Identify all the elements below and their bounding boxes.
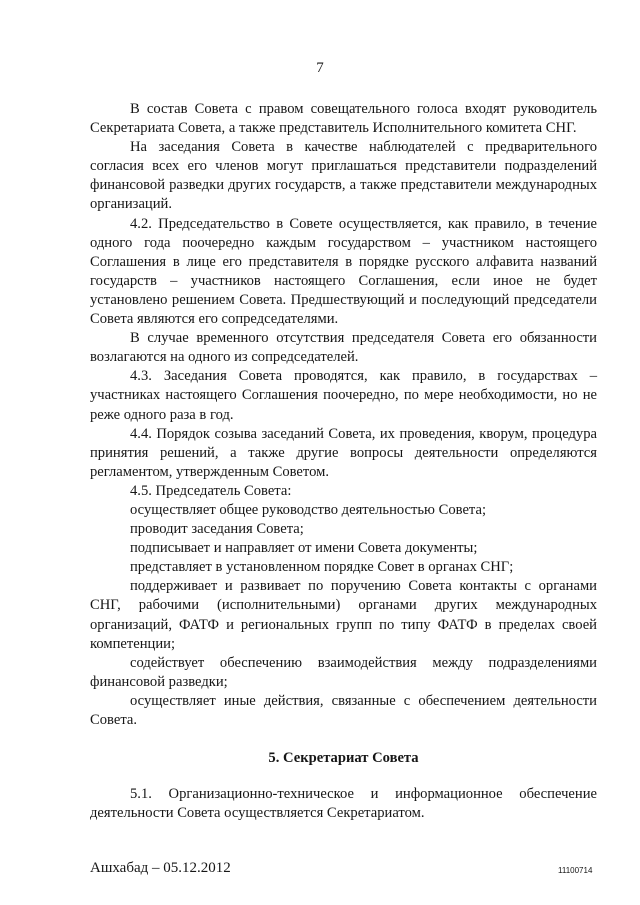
page-number: 7	[316, 60, 324, 76]
list-item-represents-council: представляет в установленном порядке Совет в органах СНГ;	[130, 559, 514, 576]
list-item-other-actions: осуществляет иные действия, связанные с обеспечением деятельности Совета.	[90, 692, 597, 728]
list-item-general-management: осуществляет общее руководство деятельностью Совета;	[130, 501, 487, 518]
paragraph-temporary-absence: В случае временного отсутствия председателя Совета его обязанности возлагаются на одного из сопредседателей.	[90, 330, 597, 366]
footer-place-date: Ашхабад – 05.12.2012	[90, 860, 231, 876]
paragraph-4-4-procedure: 4.4. Порядок созыва заседаний Совета, их проведения, кворум, процедура принятия решений, а также другие вопросы деятельности определяются регламентом, утвержденным Советом.	[90, 425, 597, 480]
list-item-promotes-cooperation: содействует обеспечению взаимодействия между подразделениями финансовой разведки;	[90, 654, 597, 690]
paragraph-4-3-meetings: 4.3. Заседания Совета проводятся, как правило, в государствах – участниках настоящего Соглашения поочередно, по мере необходимости, но не реже одного раза в год.	[90, 368, 597, 423]
footer-document-code: 11100714	[558, 866, 593, 875]
paragraph-observers: На заседания Совета в качестве наблюдателей с предварительного согласия всех его членов могут приглашаться представители подразделений финансовой разведки других государств, а также представители международных организаций.	[90, 139, 597, 213]
document-body	[90, 100, 597, 823]
list-item-develops-contacts: поддерживает и развивает по поручению Совета контакты с органами СНГ, рабочими (исполнительными) органами других международных организаций, ФАТФ и региональных групп по типу ФАТФ в пределах своей компетенции;	[90, 578, 597, 652]
paragraph-4-5-chairman: 4.5. Председатель Совета:	[130, 482, 292, 499]
paragraph-council-composition: В состав Совета с правом совещательного голоса входят руководитель Секретариата Совета, а также представитель Исполнительного комитета СНГ.	[90, 101, 597, 137]
paragraph-4-2-chairmanship: 4.2. Председательство в Совете осуществляется, как правило, в течение одного года поочередно каждым государством – участником настоящего Соглашения в лице его представителя в порядке русского алфавита названий государств – участников настоящего Соглашения, если иное не будет установлено решением Совета. Предшествующий и последующий председатели Совета являются его сопредседателями.	[90, 215, 597, 328]
section-heading: 5. Секретариат Совета	[268, 750, 419, 767]
list-item-conducts-meetings: проводит заседания Совета;	[130, 521, 304, 538]
list-item-signs-documents: подписывает и направляет от имени Совета документы;	[130, 540, 478, 557]
paragraph-5-1-secretariat: 5.1. Организационно-техническое и информационное обеспечение деятельности Совета осуществляется Секретариатом.	[90, 786, 597, 822]
